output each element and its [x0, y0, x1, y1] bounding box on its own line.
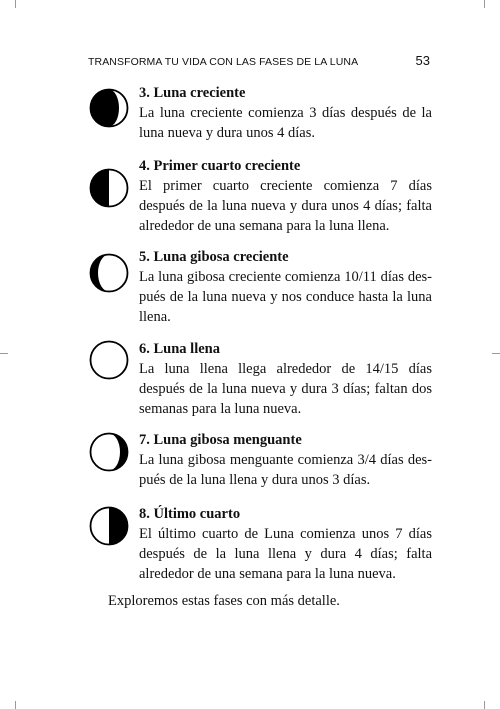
full-moon-icon [89, 340, 129, 380]
phase-waning-gibbous [87, 431, 432, 490]
first-quarter-moon-icon [89, 168, 129, 208]
crop-mark [492, 353, 500, 354]
phase-heading: 6. Luna llena [139, 341, 220, 357]
crop-mark [484, 701, 485, 709]
phase-description: La luna gibosa menguante comienza 3/4 días después de la luna llena y dura unos 3 días. [139, 452, 432, 488]
phase-description: El último cuarto de Luna comienza unos 7 días después de la luna llena y dura 4 días; falta alrededor de una semana para la luna nueva. [139, 526, 432, 582]
closing-paragraph: Exploremos estas fases con más detalle. [108, 593, 340, 609]
phase-description: La luna llena llega alrededor de 14/15 días después de la luna nueva y dura 3 días; faltan dos semanas para la luna nueva. [139, 361, 432, 417]
phase-waxing-gibbous [87, 248, 432, 327]
waxing-gibbous-moon-icon [89, 253, 129, 293]
phase-description: El primer cuarto creciente comienza 7 días después de la luna nueva y dura unos 4 días; falta alrededor de una semana para la luna llena. [139, 178, 432, 234]
last-quarter-moon-icon [89, 506, 129, 546]
waning-gibbous-moon-icon [89, 432, 129, 472]
crop-mark [0, 353, 8, 354]
phase-waxing-crescent [87, 84, 432, 143]
crop-mark [15, 701, 16, 709]
phase-heading: 3. Luna creciente [139, 85, 246, 101]
running-head: TRANSFORMA TU VIDA CON LAS FASES DE LA LUNA [88, 56, 359, 68]
phase-full-moon [87, 340, 432, 419]
waxing-crescent-moon-icon [89, 88, 129, 128]
phase-heading: 8. Último cuarto [139, 506, 241, 522]
phase-heading: 5. Luna gibosa creciente [139, 249, 289, 265]
phase-heading: 7. Luna gibosa menguante [139, 432, 302, 448]
crop-mark [484, 0, 485, 8]
phase-first-quarter [87, 157, 432, 236]
phase-description: La luna creciente comienza 3 días después de la luna nueva y dura unos 4 días. [139, 105, 432, 141]
phase-last-quarter [87, 505, 432, 584]
phase-description: La luna gibosa creciente comienza 10/11 días después de la luna nueva y nos conduce hasta la luna llena. [139, 269, 432, 325]
page-number: 53 [415, 53, 430, 68]
phase-heading: 4. Primer cuarto creciente [139, 158, 301, 174]
crop-mark [15, 0, 16, 8]
